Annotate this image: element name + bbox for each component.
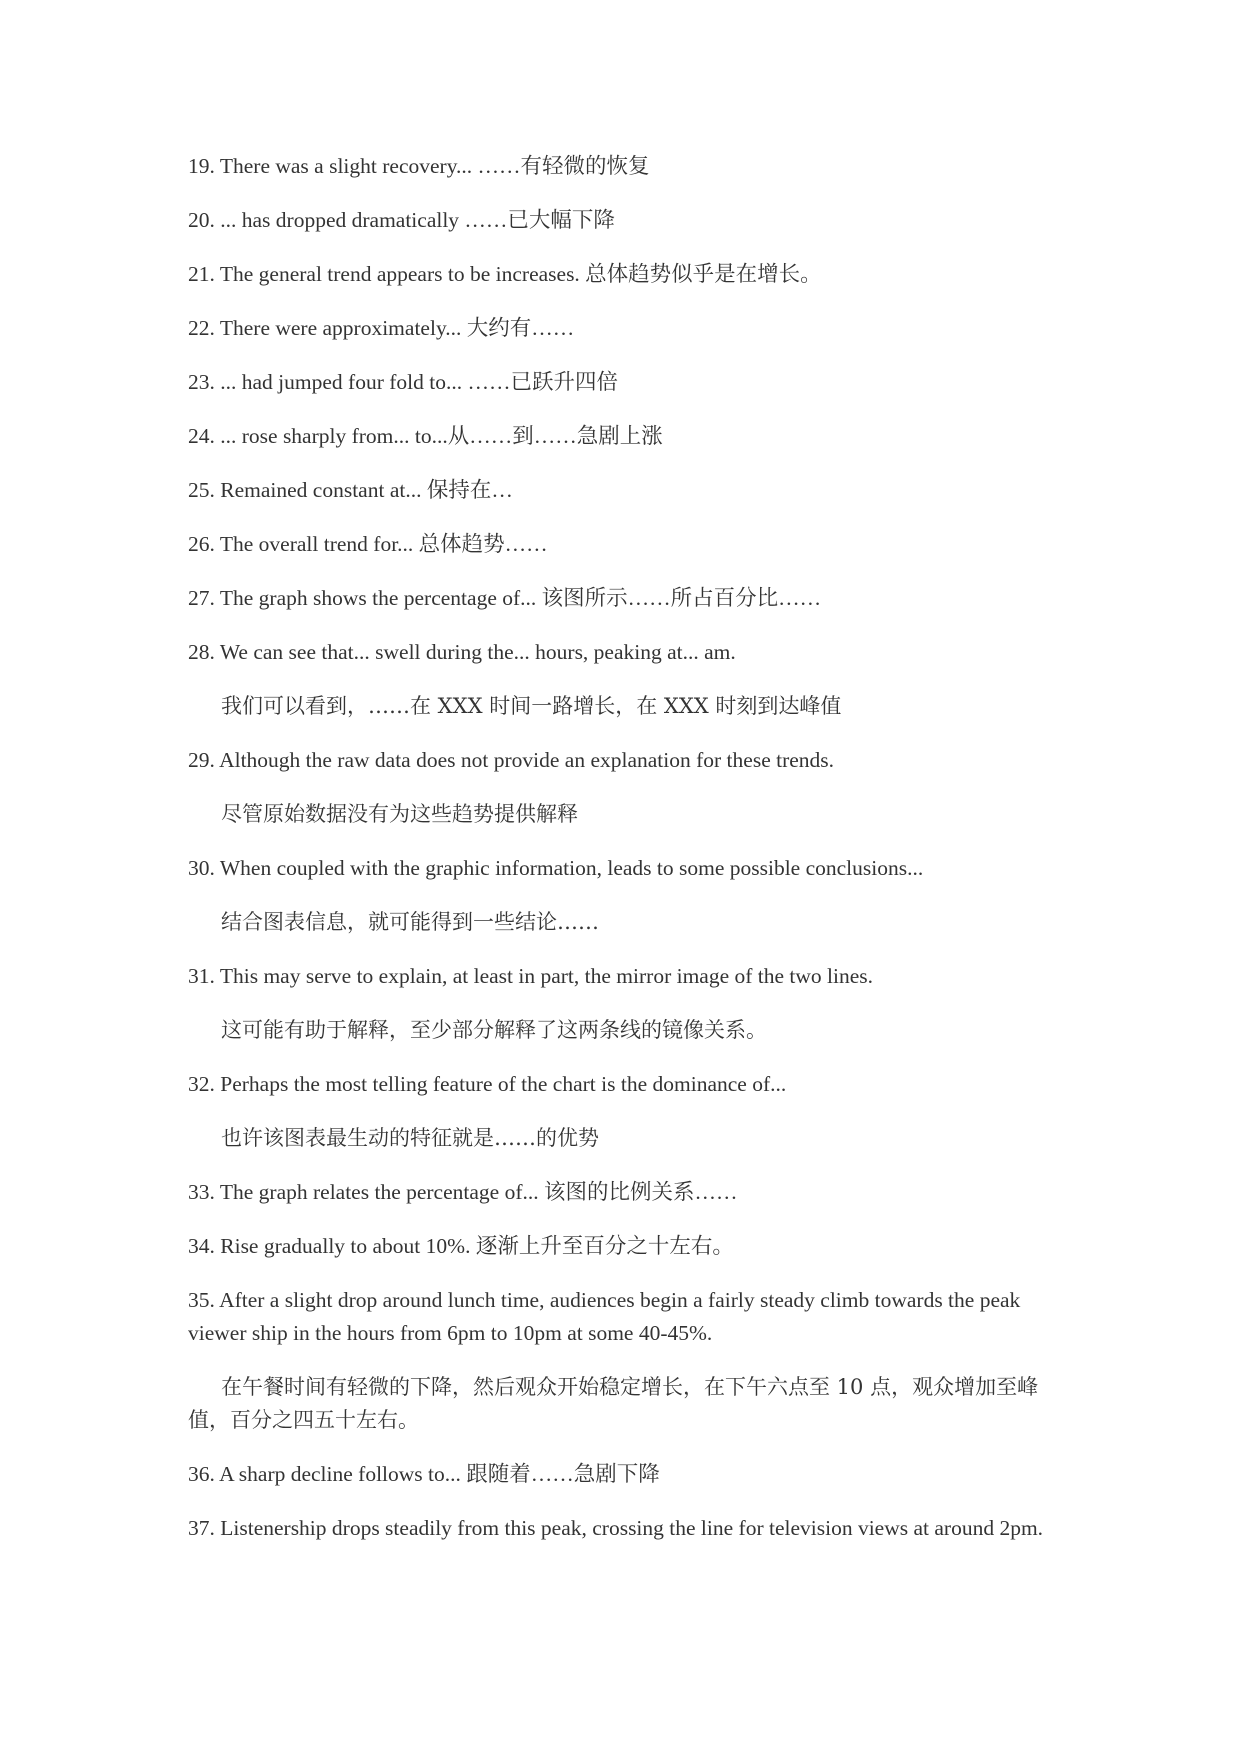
item-36: 36. A sharp decline follows to... 跟随着……急剧下降 bbox=[188, 1462, 660, 1486]
item-20: 20. ... has dropped dramatically ……已大幅下降 bbox=[188, 208, 615, 232]
item-32-translation: 也许该图表最生动的特征就是……的优势 bbox=[221, 1126, 599, 1150]
item-21: 21. The general trend appears to be increases. 总体趋势似乎是在增长。 bbox=[188, 262, 822, 286]
item-31-translation: 这可能有助于解释，至少部分解释了这两条线的镜像关系。 bbox=[221, 1018, 767, 1042]
item-37: 37. Listenership drops steadily from this peak, crossing the line for television views at around 2pm. bbox=[188, 1516, 1044, 1540]
item-30: 30. When coupled with the graphic information, leads to some possible conclusions... bbox=[188, 856, 924, 880]
item-22: 22. There were approximately... 大约有…… bbox=[188, 316, 575, 340]
item-23: 23. ... had jumped four fold to... ……已跃升四倍 bbox=[188, 370, 618, 394]
item-33: 33. The graph relates the percentage of... 该图的比例关系…… bbox=[188, 1180, 738, 1204]
item-35: 35. After a slight drop around lunch time, audiences begin a fairly steady climb towards the peak viewer ship in the hours from 6pm to 10pm at some 40-45%. bbox=[188, 1288, 1021, 1345]
item-34: 34. Rise gradually to about 10%. 逐渐上升至百分之十左右。 bbox=[188, 1234, 734, 1258]
item-29: 29. Although the raw data does not provide an explanation for these trends. bbox=[188, 748, 835, 772]
item-32: 32. Perhaps the most telling feature of the chart is the dominance of... bbox=[188, 1072, 787, 1096]
item-29-translation: 尽管原始数据没有为这些趋势提供解释 bbox=[221, 802, 578, 826]
item-30-translation: 结合图表信息，就可能得到一些结论…… bbox=[221, 910, 599, 934]
item-28: 28. We can see that... swell during the... hours, peaking at... am. bbox=[188, 640, 736, 664]
item-26: 26. The overall trend for... 总体趋势…… bbox=[188, 532, 548, 556]
item-19: 19. There was a slight recovery... ……有轻微的恢复 bbox=[188, 154, 650, 178]
item-31: 31. This may serve to explain, at least in part, the mirror image of the two lines. bbox=[188, 964, 874, 988]
item-35-translation: 在午餐时间有轻微的下降，然后观众开始稳定增长，在下午六点至 10 点，观众增加至峰值，百分之四五十左右。 bbox=[188, 1375, 1039, 1432]
item-27: 27. The graph shows the percentage of... 该图所示……所占百分比…… bbox=[188, 586, 822, 610]
item-28-translation: 我们可以看到，……在 XXX 时间一路增长，在 XXX 时刻到达峰值 bbox=[221, 694, 842, 718]
item-24: 24. ... rose sharply from... to...从……到……急剧上涨 bbox=[188, 424, 663, 448]
item-25: 25. Remained constant at... 保持在… bbox=[188, 478, 513, 502]
